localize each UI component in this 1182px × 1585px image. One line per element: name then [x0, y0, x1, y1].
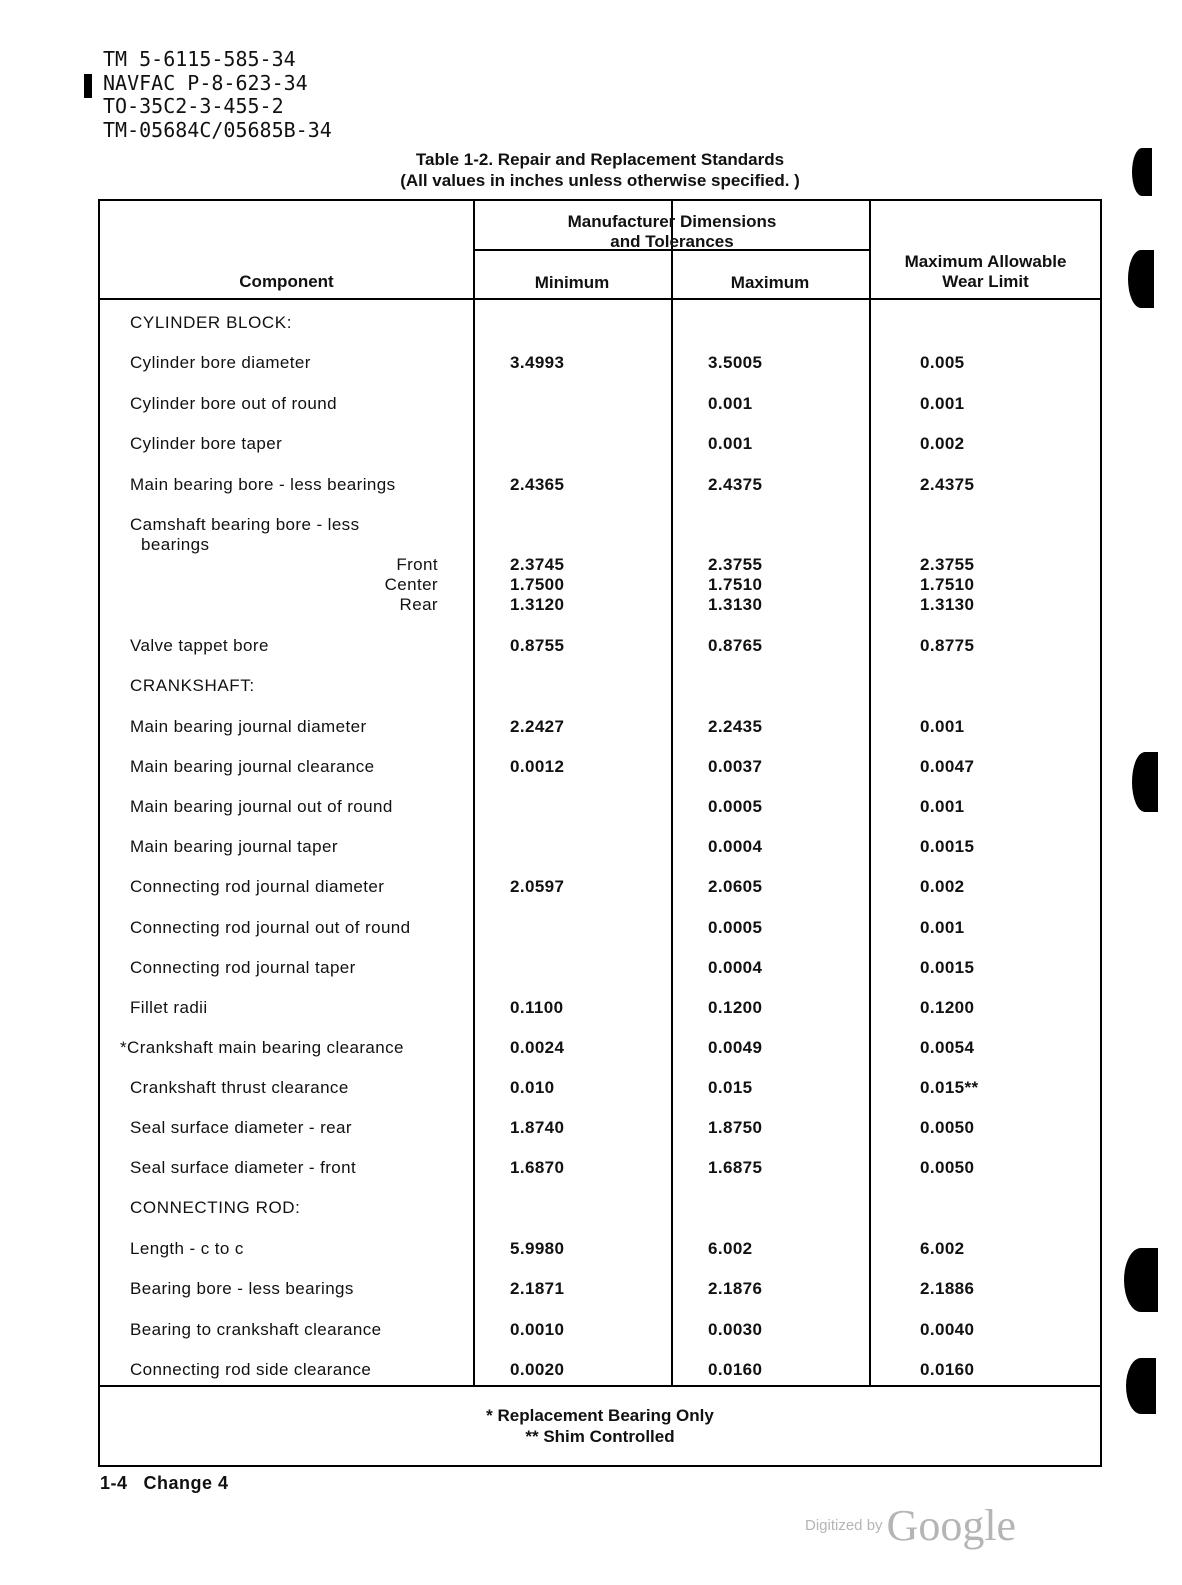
column-divider: [869, 201, 871, 1385]
max-value: 0.0005: [708, 797, 763, 816]
doc-number: TO-35C2-3-455-2: [103, 94, 284, 118]
max-value: 1.8750: [708, 1118, 763, 1137]
section-heading: CONNECTING ROD:: [130, 1198, 301, 1217]
wear-limit-value: 1.3130: [920, 595, 975, 614]
wear-limit-value: 0.015**: [920, 1078, 979, 1097]
min-value: 2.3745: [510, 555, 565, 574]
maximum-header: Maximum: [730, 273, 810, 292]
camshaft-label: Camshaft bearing bore - less: [130, 515, 360, 534]
max-value: 0.0030: [708, 1320, 763, 1339]
min-value: 1.6870: [510, 1158, 565, 1177]
min-value: 2.2427: [510, 717, 565, 736]
max-value: 0.8765: [708, 636, 763, 655]
binder-hole-mark: [1124, 1248, 1158, 1312]
wear-limit-value: 2.4375: [920, 475, 975, 494]
wear-limit-value: 0.8775: [920, 636, 975, 655]
wear-limit-value: 0.0050: [920, 1158, 975, 1177]
binder-hole-mark: [1126, 1358, 1156, 1414]
footnote: * Replacement Bearing Only: [486, 1406, 714, 1425]
min-value: 2.4365: [510, 475, 565, 494]
minimum-header: Minimum: [534, 273, 610, 292]
min-value: 0.8755: [510, 636, 565, 655]
document-numbers: [103, 48, 332, 142]
position-label: Center: [384, 575, 438, 594]
component-name: Seal surface diameter - rear: [130, 1118, 352, 1137]
min-value: 3.4993: [510, 353, 565, 372]
component-name: Fillet radii: [130, 998, 208, 1017]
section-heading: CRANKSHAFT:: [130, 676, 255, 695]
digitized-watermark: [805, 1500, 1016, 1551]
camshaft-label-cont: bearings: [141, 535, 210, 554]
header-line: Maximum Allowable: [904, 252, 1067, 271]
page-footer: [100, 1473, 245, 1494]
max-value: 2.1876: [708, 1279, 763, 1298]
min-value: 0.010: [510, 1078, 555, 1097]
component-name: Main bearing journal clearance: [130, 757, 375, 776]
component-name: Connecting rod side clearance: [130, 1360, 372, 1379]
wear-limit-header: [871, 252, 1100, 292]
max-value: 1.7510: [708, 575, 763, 594]
wear-limit-value: 2.1886: [920, 1279, 975, 1298]
wear-limit-value: 1.7510: [920, 575, 975, 594]
component-header: Component: [239, 272, 334, 291]
max-value: 0.0004: [708, 958, 763, 977]
section-heading: CYLINDER BLOCK:: [130, 313, 293, 332]
binder-hole-mark: [1132, 752, 1158, 812]
wear-limit-value: 0.001: [920, 797, 965, 816]
component-name: Connecting rod journal diameter: [130, 877, 385, 896]
footnote-rule: [100, 1385, 1100, 1387]
component-name: Bearing to crankshaft clearance: [130, 1320, 382, 1339]
table-caption: [98, 149, 1102, 191]
google-logo: Google: [886, 1501, 1017, 1550]
max-value: 1.6875: [708, 1158, 763, 1177]
min-value: 0.0010: [510, 1320, 565, 1339]
component-name: Valve tappet bore: [130, 636, 269, 655]
page-number: 1-4: [100, 1473, 128, 1493]
table-footnotes: [100, 1405, 1100, 1447]
max-value: 2.3755: [708, 555, 763, 574]
component-name: Connecting rod journal out of round: [130, 918, 411, 937]
component-name: Connecting rod journal taper: [130, 958, 356, 977]
max-value: 0.0049: [708, 1038, 763, 1057]
component-name: Cylinder bore out of round: [130, 394, 337, 413]
manufacturer-header: [473, 212, 871, 252]
wear-limit-value: 2.3755: [920, 555, 975, 574]
header-line: Manufacturer Dimensions: [567, 212, 777, 231]
wear-limit-value: 0.0040: [920, 1320, 975, 1339]
wear-limit-value: 0.001: [920, 394, 965, 413]
component-name: Main bearing bore - less bearings: [130, 475, 396, 494]
position-label: Front: [396, 555, 438, 574]
max-value: 1.3130: [708, 595, 763, 614]
header-bottom-rule: [100, 298, 1100, 300]
min-value: 2.1871: [510, 1279, 565, 1298]
max-value: 0.0004: [708, 837, 763, 856]
component-name: Seal surface diameter - front: [130, 1158, 357, 1177]
wear-limit-value: 0.001: [920, 918, 965, 937]
table-subtitle: (All values in inches unless otherwise specified. ): [400, 171, 800, 190]
component-name: Crankshaft thrust clearance: [130, 1078, 349, 1097]
binder-hole-mark: [1128, 250, 1154, 308]
change-bar: [84, 74, 92, 98]
doc-number: NAVFAC P-8-623-34: [103, 70, 308, 95]
max-value: 0.1200: [708, 998, 763, 1017]
change-number: Change 4: [143, 1473, 229, 1493]
component-name: Cylinder bore taper: [130, 434, 283, 453]
min-value: 0.0020: [510, 1360, 565, 1379]
wear-limit-value: 0.0054: [920, 1038, 975, 1057]
component-name: Main bearing journal diameter: [130, 717, 367, 736]
wear-limit-value: 0.0160: [920, 1360, 975, 1379]
wear-limit-value: 0.0047: [920, 757, 975, 776]
wear-limit-value: 0.1200: [920, 998, 975, 1017]
wear-limit-value: 0.001: [920, 717, 965, 736]
max-value: 0.0037: [708, 757, 763, 776]
wear-limit-value: 0.0015: [920, 837, 975, 856]
min-value: 0.1100: [510, 998, 564, 1017]
component-name: *Crankshaft main bearing clearance: [120, 1038, 404, 1057]
min-value: 2.0597: [510, 877, 565, 896]
standards-table: [98, 199, 1102, 1467]
column-divider: [473, 201, 475, 1385]
binder-hole-mark: [1132, 148, 1152, 196]
wear-limit-value: 0.002: [920, 877, 965, 896]
min-value: 0.0024: [510, 1038, 565, 1057]
doc-number: TM 5-6115-585-34: [103, 47, 296, 71]
component-name: Main bearing journal taper: [130, 837, 338, 856]
wear-limit-value: 0.002: [920, 434, 965, 453]
component-name: Bearing bore - less bearings: [130, 1279, 354, 1298]
max-value: 3.5005: [708, 353, 763, 372]
min-value: 1.8740: [510, 1118, 565, 1137]
component-name: Main bearing journal out of round: [130, 797, 393, 816]
max-value: 2.0605: [708, 877, 763, 896]
header-line: and Tolerances: [610, 232, 734, 251]
max-value: 2.4375: [708, 475, 763, 494]
max-value: 0.001: [708, 434, 753, 453]
doc-number: TM-05684C/05685B-34: [103, 117, 332, 142]
min-value: 1.3120: [510, 595, 565, 614]
max-value: 0.0005: [708, 918, 763, 937]
watermark-prefix: Digitized by: [805, 1517, 883, 1534]
max-value: 0.015: [708, 1078, 753, 1097]
wear-limit-value: 0.0050: [920, 1118, 975, 1137]
component-name: Cylinder bore diameter: [130, 353, 311, 372]
footnote: ** Shim Controlled: [525, 1427, 675, 1446]
component-name: Length - c to c: [130, 1239, 244, 1258]
min-value: 1.7500: [510, 575, 565, 594]
max-value: 0.0160: [708, 1360, 763, 1379]
min-value: 0.0012: [510, 757, 565, 776]
column-divider: [671, 201, 673, 1385]
max-value: 2.2435: [708, 717, 763, 736]
wear-limit-value: 0.005: [920, 353, 965, 372]
position-label: Rear: [399, 595, 438, 614]
max-value: 6.002: [708, 1239, 753, 1258]
wear-limit-value: 0.0015: [920, 958, 975, 977]
max-value: 0.001: [708, 394, 753, 413]
table-title: Table 1-2. Repair and Replacement Standards: [415, 150, 785, 169]
wear-limit-value: 6.002: [920, 1239, 965, 1258]
min-value: 5.9980: [510, 1239, 565, 1258]
header-line: Wear Limit: [942, 272, 1029, 291]
